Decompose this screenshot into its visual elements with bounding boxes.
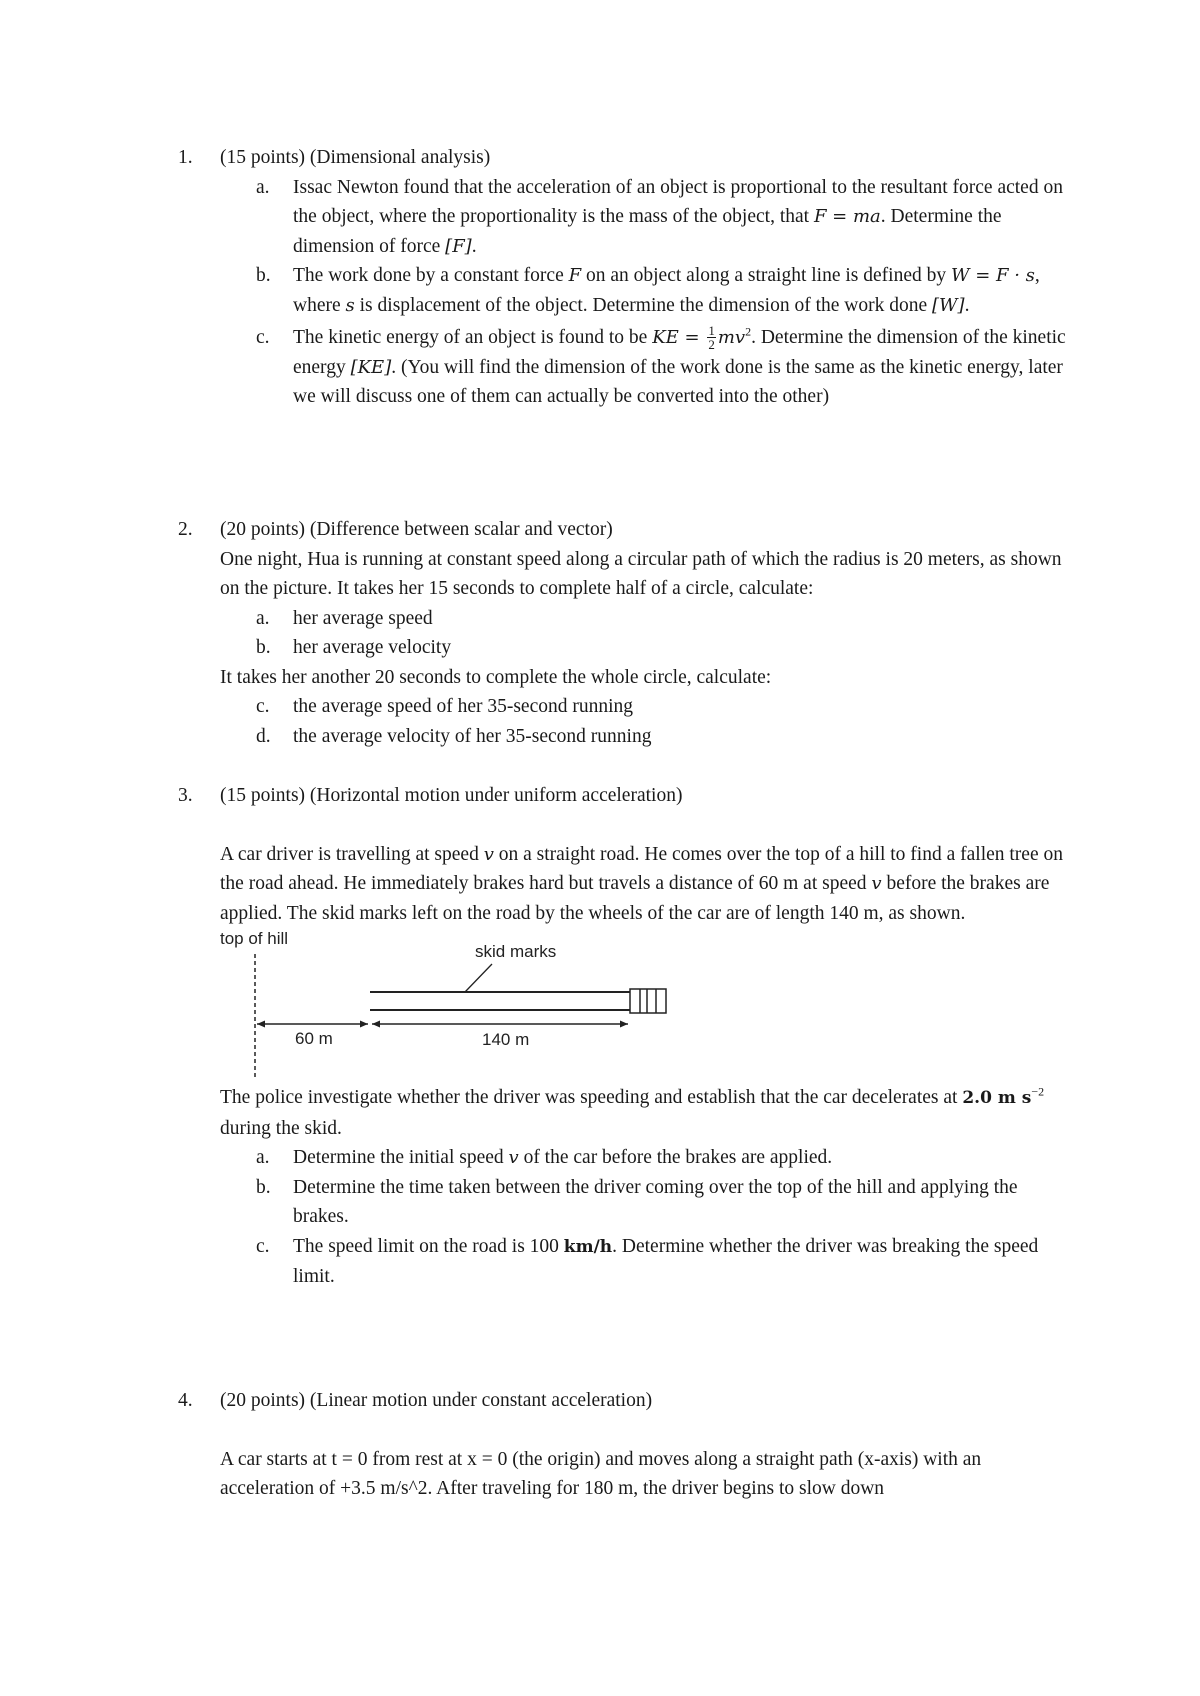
subquestion-letter: c. xyxy=(256,327,270,348)
subquestion-2b: b. her average velocity xyxy=(256,637,452,658)
distance-arrow-60m xyxy=(257,1021,368,1028)
question-heading: (15 points) (Dimensional analysis) xyxy=(220,147,491,168)
math-expression: F = ma xyxy=(813,206,881,227)
question-heading: (20 points) (Linear motion under constant acceleration) xyxy=(220,1390,653,1411)
question-text: A car driver is travelling at speed v on a straight road. He comes over the top of a hill to find a fallen tree on the road ahead. He immediately brakes hard but travels a distance of 60 m at speed v before the brakes are applied. The skid marks left on the road by the wheels of the car are of length 140 m, as shown. xyxy=(220,843,1063,924)
distance-label-60m: 60 m xyxy=(295,1029,333,1048)
fraction: $\frac{1}{2}$ xyxy=(708,322,715,352)
distance-label-140m: 140 m xyxy=(482,1030,530,1049)
question-4 xyxy=(178,1386,1078,1504)
question-text: The police investigate whether the driver was speeding and establish that the car decelerates at 2.0 m $s^{-2}$ during the skid. xyxy=(220,1084,1045,1139)
question-text: One night, Hua is running at constant speed along a circular path of which the radius is 20 meters, as shown on the picture. It takes her 15 seconds to complete half of a circle, calculate: xyxy=(220,548,1062,599)
subquestion-2d: d. the average velocity of her 35-second running xyxy=(256,725,652,747)
skid-label-pointer xyxy=(465,964,492,992)
subquestion-3a: a. Determine the initial speed v of the car before the brakes are applied. xyxy=(256,1147,833,1168)
math-expression: [KE] xyxy=(350,356,392,378)
subquestion-3c: c. The speed limit on the road is 100 km/h. Determine whether the driver was breaking the speed limit. xyxy=(256,1235,1039,1287)
car-icon xyxy=(630,989,666,1013)
question-1 xyxy=(178,143,1078,412)
subquestion-1a: a. Issac Newton found that the acceleration of an object is proportional to the resultant force acted on the object, where the proportionality is the mass of the object, that F = ma. Determine the dimension of force [F]. xyxy=(293,173,1078,262)
question-text: A car starts at t = 0 from rest at x = 0 (the origin) and moves along a straight path (x-axis) with an acceleration of +3.5 m/s^2. After traveling for 180 m, the driver begins to slow down xyxy=(220,1448,982,1499)
question-heading: (20 points) (Difference between scalar and vector) xyxy=(220,519,613,540)
question-heading: (15 points) (Horizontal motion under uniform acceleration) xyxy=(220,785,683,806)
question-number: 1. xyxy=(178,147,193,168)
question-number: 2. xyxy=(178,519,193,540)
subquestion-2a: a. her average speed xyxy=(256,607,433,629)
skid-marks-diagram xyxy=(220,928,720,1083)
top-of-hill-label: top of hill xyxy=(220,929,289,948)
subquestion-letter: b. xyxy=(256,265,271,286)
math-expression: [W] xyxy=(932,294,965,316)
subquestion-2c: c. the average speed of her 35-second running xyxy=(256,696,634,717)
subquestion-1c: c. The kinetic energy of an object is found to be KE = $\frac{1}{2}$ $mv^2$. Determine the dimension of the kinetic energy [KE]. (You will find the dimension of the work done is the same as the kinetic energy, later we will discuss one of them can actually be converted into the other) xyxy=(256,322,1066,407)
subquestion-1b: b. The work done by a constant force F on an object along a straight line is defined by W = F · s, where s is displacement of the object. Determine the dimension of the work done [W]. xyxy=(293,261,1078,320)
question-text: It takes her another 20 seconds to complete the whole circle, calculate: xyxy=(220,666,772,688)
question-3 xyxy=(178,781,1078,1292)
question-number: 3. xyxy=(178,785,193,806)
subquestion-3b: b. Determine the time taken between the driver coming over the top of the hill and applying the brakes. xyxy=(256,1176,1018,1227)
math-expression: [F] xyxy=(445,235,472,257)
distance-arrow-140m xyxy=(372,1021,628,1028)
subquestion-letter: a. xyxy=(256,176,270,198)
math-expression: W = F · s xyxy=(950,265,1035,286)
question-2 xyxy=(178,515,1078,751)
question-number: 4. xyxy=(178,1390,193,1411)
skid-marks-label: skid marks xyxy=(475,942,557,961)
